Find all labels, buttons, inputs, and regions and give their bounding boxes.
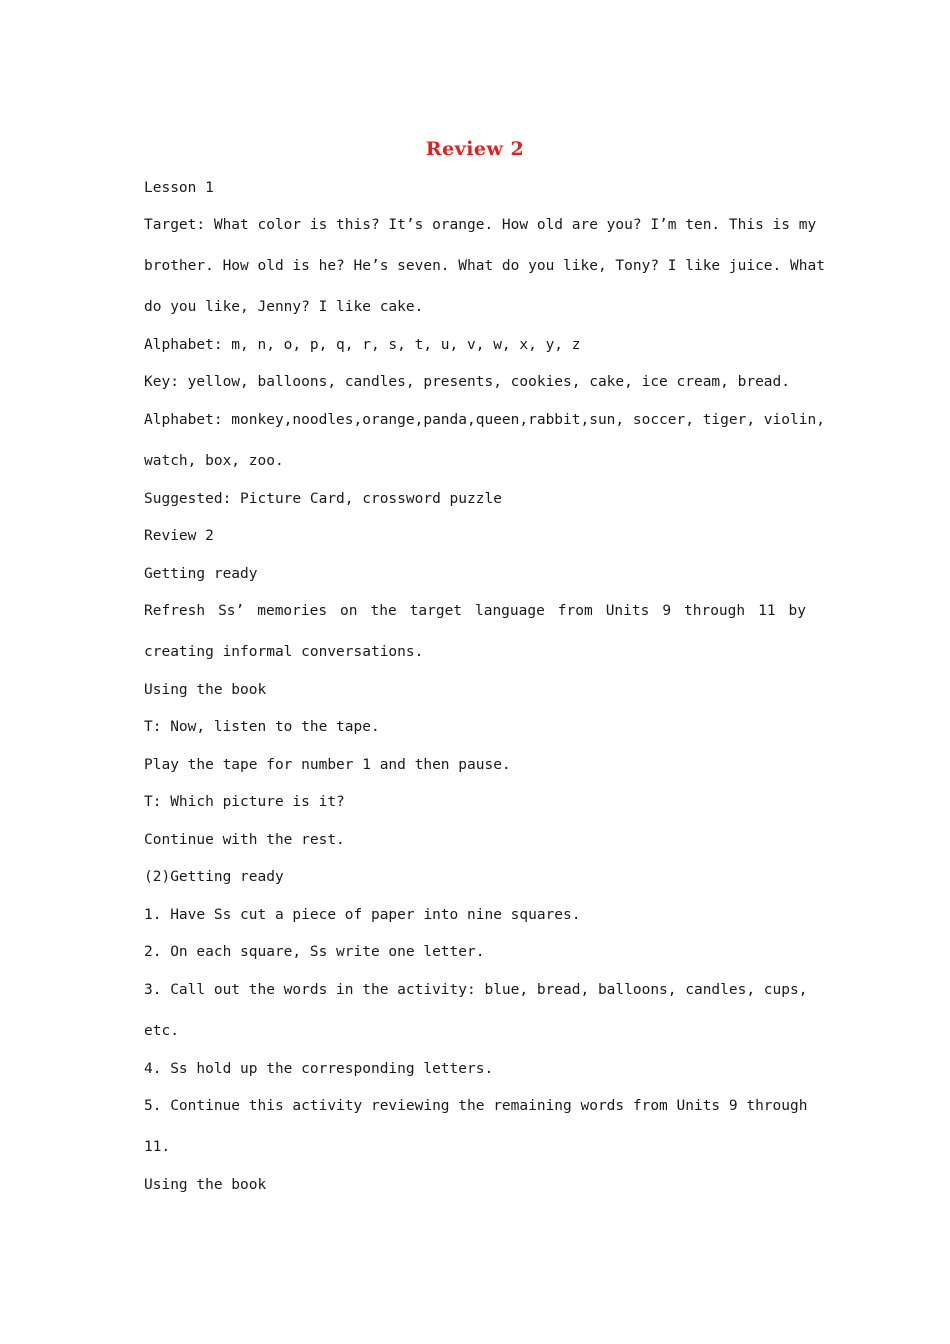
text-line-using-book: Using the book: [144, 682, 267, 698]
text-line-alphabet-words-2: watch, box, zoo.: [144, 453, 284, 469]
text-line-target-1: Target: What color is this? It’s orange. How old are you? I’m ten. This is my: [144, 217, 817, 233]
text-line-lesson: Lesson 1: [144, 180, 214, 196]
text-line-step-3a: 3. Call out the words in the activity: blue, bread, balloons, candles, cups,: [144, 982, 808, 998]
text-line-step-4: 4. Ss hold up the corresponding letters.: [144, 1061, 494, 1077]
page-title: Review 2: [425, 138, 525, 160]
text-line-alphabet-words-1: Alphabet: monkey,noodles,orange,panda,queen,rabbit,sun, soccer, tiger, violin,: [144, 412, 825, 428]
text-line-getting-ready-2: (2)Getting ready: [144, 869, 284, 885]
text-line-play-tape: Play the tape for number 1 and then pause.: [144, 757, 511, 773]
text-line-target-3: do you like, Jenny? I like cake.: [144, 299, 424, 315]
text-line-listen: T: Now, listen to the tape.: [144, 719, 380, 735]
text-line-refresh-1: Refresh Ss’ memories on the target language from Units 9 through 11 by: [144, 603, 806, 619]
text-line-target-2: brother. How old is he? He’s seven. What do you like, Tony? I like juice. What: [144, 258, 825, 274]
text-line-getting-ready: Getting ready: [144, 566, 258, 582]
text-line-step-2: 2. On each square, Ss write one letter.: [144, 944, 485, 960]
text-line-using-book-2: Using the book: [144, 1177, 267, 1193]
text-line-step-3b: etc.: [144, 1023, 179, 1039]
text-line-suggested: Suggested: Picture Card, crossword puzzle: [144, 491, 502, 507]
text-line-step-5a: 5. Continue this activity reviewing the remaining words from Units 9 through: [144, 1098, 808, 1114]
text-line-step-1: 1. Have Ss cut a piece of paper into nine squares.: [144, 907, 581, 923]
text-line-continue: Continue with the rest.: [144, 832, 345, 848]
text-line-key: Key: yellow, balloons, candles, presents, cookies, cake, ice cream, bread.: [144, 374, 791, 390]
text-line-step-5b: 11.: [144, 1139, 171, 1155]
text-line-alphabet: Alphabet: m, n, o, p, q, r, s, t, u, v, w, x, y, z: [144, 337, 581, 353]
text-line-which-picture: T: Which picture is it?: [144, 794, 345, 810]
text-line-review: Review 2: [144, 528, 214, 544]
text-line-refresh-2: creating informal conversations.: [144, 644, 424, 660]
